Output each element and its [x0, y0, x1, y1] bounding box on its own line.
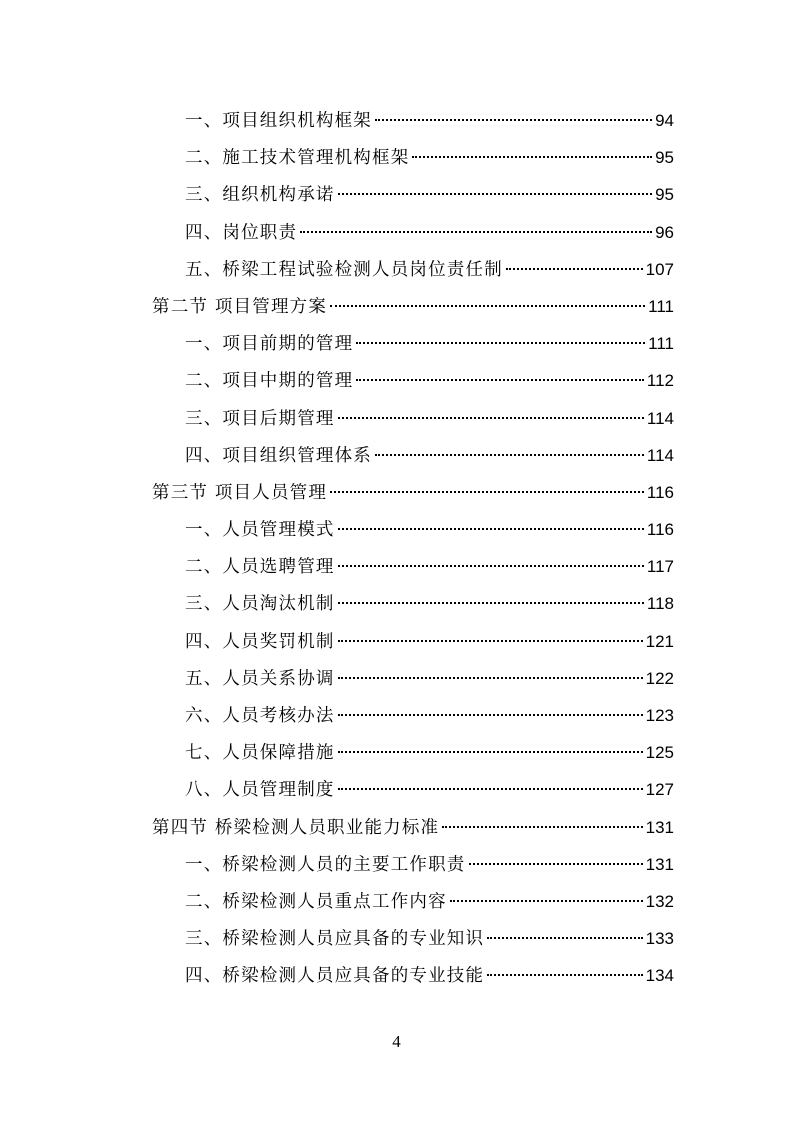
toc-entry-label: 四、岗位职责 — [185, 222, 298, 243]
toc-entry[interactable] — [152, 102, 674, 139]
toc-entry-label: 第二节 项目管理方案 — [152, 296, 328, 317]
toc-dot-leader — [338, 751, 643, 753]
toc-section-entry[interactable] — [152, 288, 674, 325]
toc-dot-leader — [338, 565, 644, 567]
toc-entry-label: 一、人员管理模式 — [185, 520, 335, 541]
toc-entry-label: 三、项目后期管理 — [185, 408, 335, 429]
toc-dot-leader — [487, 974, 642, 976]
toc-entry[interactable] — [152, 362, 674, 399]
toc-entry[interactable] — [152, 548, 674, 585]
toc-entry-label: 三、人员淘汰机制 — [185, 594, 335, 615]
toc-dot-leader — [356, 379, 644, 381]
toc-entry-label: 四、项目组织管理体系 — [185, 445, 372, 466]
toc-dot-leader — [375, 119, 652, 121]
toc-entry-label: 五、人员关系协调 — [185, 668, 335, 689]
toc-dot-leader — [506, 268, 643, 270]
toc-entry[interactable] — [152, 214, 674, 251]
toc-entry[interactable] — [152, 325, 674, 362]
toc-entry-label: 五、桥梁工程试验检测人员岗位责任制 — [185, 259, 503, 280]
toc-entry-page: 107 — [645, 259, 674, 279]
toc-entry-page: 111 — [648, 334, 674, 354]
toc-entry-page: 117 — [646, 557, 674, 577]
toc-entry-label: 二、施工技术管理机构框架 — [185, 148, 410, 169]
toc-dot-leader — [338, 788, 643, 790]
toc-dot-leader — [338, 640, 643, 642]
toc-entry-page: 96 — [655, 222, 674, 242]
toc-entry-page: 134 — [645, 966, 674, 986]
toc-entry-page: 125 — [645, 743, 674, 763]
toc-dot-leader — [338, 677, 643, 679]
toc-entry[interactable] — [152, 437, 674, 474]
toc-entry-label: 第四节 桥梁检测人员职业能力标准 — [152, 817, 440, 838]
toc-entry-label: 二、桥梁检测人员重点工作内容 — [185, 891, 447, 912]
toc-entry-label: 第三节 项目人员管理 — [152, 482, 328, 503]
toc-entry[interactable] — [152, 139, 674, 176]
toc-entry-page: 94 — [655, 111, 674, 130]
toc-dot-leader — [330, 491, 644, 493]
toc-entry[interactable] — [152, 846, 674, 883]
toc-section-entry[interactable] — [152, 809, 674, 846]
toc-dot-leader — [338, 417, 644, 419]
toc-dot-leader — [338, 714, 643, 716]
toc-section-entry[interactable] — [152, 474, 674, 511]
toc-dot-leader — [487, 937, 642, 939]
toc-dot-leader — [450, 900, 643, 902]
toc-entry-page: 95 — [655, 185, 674, 205]
toc-entry[interactable] — [152, 734, 674, 771]
toc-dot-leader — [442, 826, 642, 828]
toc-entry-label: 四、人员奖罚机制 — [185, 631, 335, 652]
toc-entry-label: 七、人员保障措施 — [185, 743, 335, 764]
toc-entry-page: 133 — [645, 929, 674, 949]
toc-entry-page: 131 — [645, 817, 674, 837]
toc-entry[interactable] — [152, 957, 674, 994]
toc-entry-page: 123 — [645, 706, 674, 725]
toc-entry-page: 116 — [646, 482, 674, 502]
toc-dot-leader — [338, 193, 652, 195]
toc-entry[interactable] — [152, 511, 674, 548]
toc-dot-leader — [356, 342, 645, 344]
toc-entry[interactable] — [152, 697, 674, 734]
toc-dot-leader — [375, 454, 644, 456]
toc-dot-leader — [300, 231, 652, 233]
toc-entry-label: 六、人员考核办法 — [185, 706, 335, 726]
toc-entry[interactable] — [152, 623, 674, 660]
toc-entry[interactable] — [152, 251, 674, 288]
table-of-contents — [152, 102, 674, 995]
toc-entry[interactable] — [152, 660, 674, 697]
toc-entry-page: 127 — [645, 780, 674, 800]
toc-entry-page: 114 — [646, 445, 674, 465]
page-number: 4 — [392, 1032, 401, 1051]
toc-entry-page: 114 — [646, 408, 674, 428]
toc-entry-label: 一、桥梁检测人员的主要工作职责 — [185, 854, 466, 875]
toc-entry[interactable] — [152, 176, 674, 213]
toc-entry-label: 三、桥梁检测人员应具备的专业知识 — [185, 929, 485, 950]
toc-entry[interactable] — [152, 400, 674, 437]
toc-entry-page: 116 — [646, 520, 674, 540]
toc-entry-label: 一、项目前期的管理 — [185, 334, 354, 355]
toc-entry[interactable] — [152, 883, 674, 920]
toc-entry-page: 95 — [655, 148, 674, 168]
toc-entry[interactable] — [152, 920, 674, 957]
toc-entry-page: 131 — [645, 854, 674, 874]
toc-entry-label: 四、桥梁检测人员应具备的专业技能 — [185, 966, 485, 987]
toc-dot-leader — [469, 863, 643, 865]
toc-dot-leader — [330, 305, 645, 307]
toc-entry-page: 111 — [648, 296, 674, 316]
toc-entry-label: 二、项目中期的管理 — [185, 371, 354, 392]
toc-entry[interactable] — [152, 585, 674, 622]
toc-entry-page: 122 — [645, 668, 674, 688]
toc-dot-leader — [338, 602, 644, 604]
toc-entry-label: 一、项目组织机构框架 — [185, 111, 372, 131]
toc-entry[interactable] — [152, 771, 674, 808]
toc-entry-label: 二、人员选聘管理 — [185, 557, 335, 578]
toc-entry-label: 三、组织机构承诺 — [185, 185, 335, 206]
toc-entry-label: 八、人员管理制度 — [185, 780, 335, 801]
toc-entry-page: 112 — [646, 371, 674, 391]
toc-entry-page: 132 — [645, 891, 674, 911]
toc-entry-page: 121 — [645, 631, 674, 651]
toc-dot-leader — [338, 528, 644, 530]
toc-dot-leader — [412, 156, 652, 158]
toc-entry-page: 118 — [646, 594, 674, 614]
